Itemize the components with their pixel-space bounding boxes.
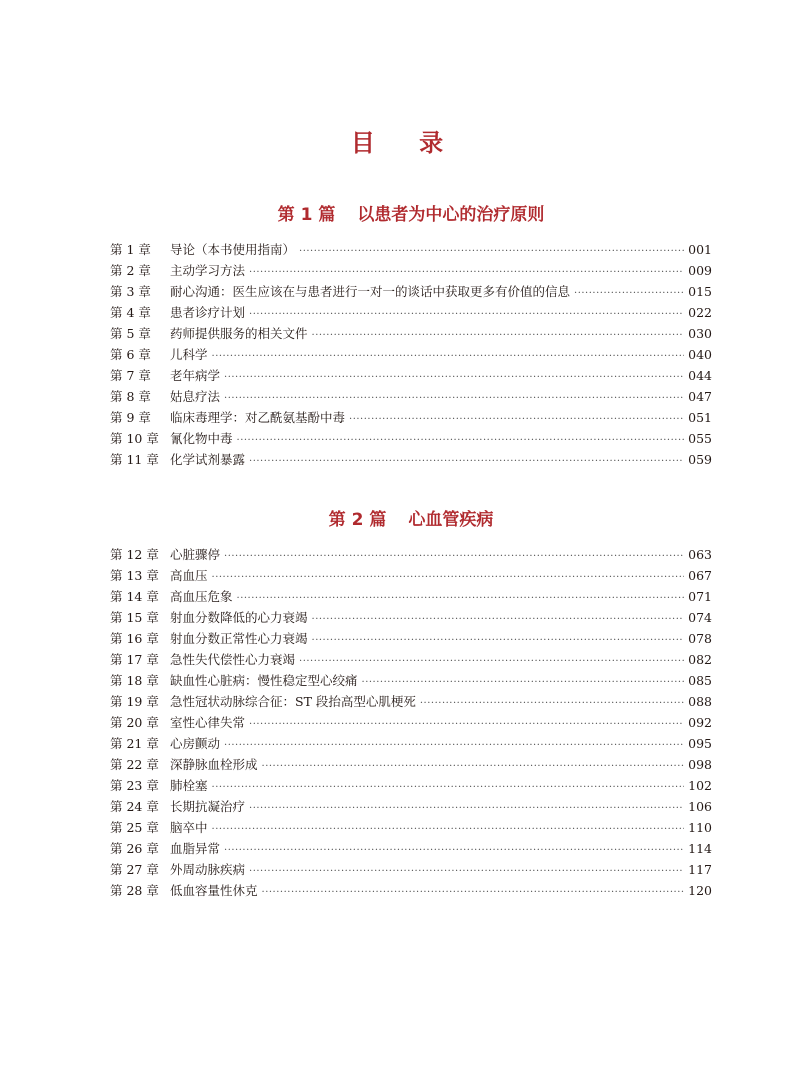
chapter-number: 第 20 章 bbox=[110, 715, 159, 730]
dot-leader bbox=[299, 241, 684, 260]
page-number: 110 bbox=[688, 820, 712, 835]
toc-entry[interactable] bbox=[110, 880, 712, 901]
toc-entry[interactable] bbox=[110, 302, 712, 323]
part-section bbox=[110, 509, 712, 901]
chapter-number: 第 7 章 bbox=[110, 368, 151, 383]
part-name: 以患者为中心的治疗原则 bbox=[357, 205, 545, 225]
page-number: 030 bbox=[688, 326, 712, 341]
toc-entry[interactable] bbox=[110, 323, 712, 344]
page-number: 055 bbox=[688, 431, 712, 446]
chapter-number: 第 19 章 bbox=[110, 694, 159, 709]
chapter-number: 第 5 章 bbox=[110, 326, 151, 341]
chapter-number: 第 28 章 bbox=[110, 883, 159, 898]
page-number: 001 bbox=[688, 242, 712, 257]
chapter-title: 临床毒理学：对乙酰氨基酚中毒 bbox=[170, 410, 346, 425]
chapter-title: 耐心沟通：医生应该在与患者进行一对一的谈话中获取更多有价值的信息 bbox=[170, 284, 571, 299]
chapter-number: 第 15 章 bbox=[110, 610, 159, 625]
chapter-number: 第 16 章 bbox=[110, 631, 159, 646]
page-number: 074 bbox=[688, 610, 712, 625]
page-number: 047 bbox=[688, 389, 712, 404]
dot-leader bbox=[237, 588, 685, 607]
toc-entry[interactable] bbox=[110, 712, 712, 733]
dot-leader bbox=[299, 651, 684, 670]
chapter-title: 射血分数降低的心力衰竭 bbox=[170, 610, 308, 625]
chapter-title: 深静脉血栓形成 bbox=[170, 757, 258, 772]
chapter-title: 化学试剂暴露 bbox=[170, 452, 246, 467]
page-number: 120 bbox=[688, 883, 712, 898]
toc-entry[interactable] bbox=[110, 449, 712, 470]
toc-entry[interactable] bbox=[110, 817, 712, 838]
part-heading bbox=[110, 204, 712, 226]
dot-leader bbox=[237, 430, 685, 449]
page-number: 102 bbox=[688, 778, 712, 793]
toc-entry[interactable] bbox=[110, 586, 712, 607]
toc-entry[interactable] bbox=[110, 544, 712, 565]
chapter-title: 姑息疗法 bbox=[170, 389, 221, 404]
dot-leader bbox=[212, 777, 685, 796]
page-number: 059 bbox=[688, 452, 712, 467]
toc-entry[interactable] bbox=[110, 859, 712, 880]
chapter-number: 第 26 章 bbox=[110, 841, 159, 856]
chapter-number: 第 22 章 bbox=[110, 757, 159, 772]
chapter-title: 低血容量性休克 bbox=[170, 883, 258, 898]
chapter-number: 第 3 章 bbox=[110, 284, 151, 299]
dot-leader bbox=[349, 409, 684, 428]
dot-leader bbox=[574, 283, 684, 302]
page-number: 063 bbox=[688, 547, 712, 562]
chapter-number: 第 9 章 bbox=[110, 410, 151, 425]
dot-leader bbox=[224, 546, 684, 565]
chapter-number: 第 18 章 bbox=[110, 673, 159, 688]
toc-entry[interactable] bbox=[110, 670, 712, 691]
dot-leader bbox=[312, 325, 685, 344]
toc-entry[interactable] bbox=[110, 733, 712, 754]
toc-entry[interactable] bbox=[110, 754, 712, 775]
chapter-number: 第 1 章 bbox=[110, 242, 151, 257]
dot-leader bbox=[312, 609, 685, 628]
toc-entry[interactable] bbox=[110, 260, 712, 281]
toc-entry[interactable] bbox=[110, 565, 712, 586]
chapter-title: 药师提供服务的相关文件 bbox=[170, 326, 308, 341]
page-number: 114 bbox=[688, 841, 712, 856]
chapter-number: 第 12 章 bbox=[110, 547, 159, 562]
chapter-title: 导论（本书使用指南） bbox=[170, 242, 296, 257]
dot-leader bbox=[249, 451, 684, 470]
toc-entry[interactable] bbox=[110, 239, 712, 260]
dot-leader bbox=[212, 819, 685, 838]
toc-entry[interactable] bbox=[110, 386, 712, 407]
page-number: 082 bbox=[688, 652, 712, 667]
toc-entry[interactable] bbox=[110, 281, 712, 302]
page-number: 117 bbox=[688, 862, 712, 877]
chapter-number: 第 24 章 bbox=[110, 799, 159, 814]
toc-entry[interactable] bbox=[110, 838, 712, 859]
chapter-title: 血脂异常 bbox=[170, 841, 221, 856]
page-number: 051 bbox=[688, 410, 712, 425]
chapter-title: 急性冠状动脉综合征：ST 段抬高型心肌梗死 bbox=[170, 694, 416, 709]
chapter-title: 高血压 bbox=[170, 568, 208, 583]
chapter-title: 老年病学 bbox=[170, 368, 221, 383]
chapter-number: 第 8 章 bbox=[110, 389, 151, 404]
chapter-number: 第 14 章 bbox=[110, 589, 159, 604]
toc-entry[interactable] bbox=[110, 344, 712, 365]
page-number: 088 bbox=[688, 694, 712, 709]
chapter-title: 室性心律失常 bbox=[170, 715, 246, 730]
page-title: 目 录 bbox=[350, 129, 462, 157]
chapter-number: 第 21 章 bbox=[110, 736, 159, 751]
toc-entry[interactable] bbox=[110, 691, 712, 712]
part-number: 第 2 篇 bbox=[328, 510, 387, 530]
chapter-title: 脑卒中 bbox=[170, 820, 208, 835]
chapter-number: 第 23 章 bbox=[110, 778, 159, 793]
chapter-number: 第 6 章 bbox=[110, 347, 151, 362]
toc-entry[interactable] bbox=[110, 796, 712, 817]
dot-leader bbox=[249, 798, 684, 817]
chapter-title: 儿科学 bbox=[170, 347, 208, 362]
toc-entry[interactable] bbox=[110, 607, 712, 628]
dot-leader bbox=[224, 735, 684, 754]
toc-entry[interactable] bbox=[110, 407, 712, 428]
part-number: 第 1 篇 bbox=[277, 205, 336, 225]
toc-entry[interactable] bbox=[110, 628, 712, 649]
chapter-number: 第 17 章 bbox=[110, 652, 159, 667]
chapter-title: 主动学习方法 bbox=[170, 263, 246, 278]
dot-leader bbox=[362, 672, 685, 691]
part-name: 心血管疾病 bbox=[408, 510, 494, 530]
chapter-title: 射血分数正常性心力衰竭 bbox=[170, 631, 308, 646]
chapter-number: 第 2 章 bbox=[110, 263, 151, 278]
chapter-title: 肺栓塞 bbox=[170, 778, 208, 793]
page-number: 022 bbox=[688, 305, 712, 320]
dot-leader bbox=[262, 882, 685, 901]
chapter-title: 患者诊疗计划 bbox=[170, 305, 246, 320]
chapter-title: 心房颤动 bbox=[170, 736, 221, 751]
toc-entry[interactable] bbox=[110, 775, 712, 796]
chapter-title: 高血压危象 bbox=[170, 589, 233, 604]
page-number: 040 bbox=[688, 347, 712, 362]
toc-entry[interactable] bbox=[110, 649, 712, 670]
chapter-title: 心脏骤停 bbox=[170, 547, 221, 562]
dot-leader bbox=[262, 756, 685, 775]
dot-leader bbox=[249, 714, 684, 733]
page-number: 078 bbox=[688, 631, 712, 646]
chapter-title: 外周动脉疾病 bbox=[170, 862, 246, 877]
page-number: 085 bbox=[688, 673, 712, 688]
page-number: 106 bbox=[688, 799, 712, 814]
chapter-number: 第 13 章 bbox=[110, 568, 159, 583]
chapter-number: 第 27 章 bbox=[110, 862, 159, 877]
dot-leader bbox=[312, 630, 685, 649]
dot-leader bbox=[212, 567, 685, 586]
page-number: 092 bbox=[688, 715, 712, 730]
chapter-number: 第 11 章 bbox=[110, 452, 159, 467]
toc-entry[interactable] bbox=[110, 365, 712, 386]
chapter-title: 氰化物中毒 bbox=[170, 431, 233, 446]
dot-leader bbox=[249, 304, 684, 323]
page-number: 067 bbox=[688, 568, 712, 583]
dot-leader bbox=[212, 346, 685, 365]
page-number: 009 bbox=[688, 263, 712, 278]
page-number: 044 bbox=[688, 368, 712, 383]
chapter-number: 第 10 章 bbox=[110, 431, 159, 446]
toc-list bbox=[110, 544, 712, 901]
page-number: 098 bbox=[688, 757, 712, 772]
dot-leader bbox=[224, 367, 684, 386]
page-number: 095 bbox=[688, 736, 712, 751]
part-heading bbox=[110, 509, 712, 531]
chapter-title: 急性失代偿性心力衰竭 bbox=[170, 652, 296, 667]
dot-leader bbox=[249, 861, 684, 880]
chapter-title: 长期抗凝治疗 bbox=[170, 799, 246, 814]
chapter-number: 第 25 章 bbox=[110, 820, 159, 835]
part-section bbox=[110, 204, 712, 470]
chapter-title: 缺血性心脏病：慢性稳定型心绞痛 bbox=[170, 673, 358, 688]
page-number: 071 bbox=[688, 589, 712, 604]
toc-list bbox=[110, 239, 712, 470]
dot-leader bbox=[224, 388, 684, 407]
dot-leader bbox=[420, 693, 684, 712]
chapter-number: 第 4 章 bbox=[110, 305, 151, 320]
page-number: 015 bbox=[688, 284, 712, 299]
dot-leader bbox=[249, 262, 684, 281]
toc-entry[interactable] bbox=[110, 428, 712, 449]
dot-leader bbox=[224, 840, 684, 859]
